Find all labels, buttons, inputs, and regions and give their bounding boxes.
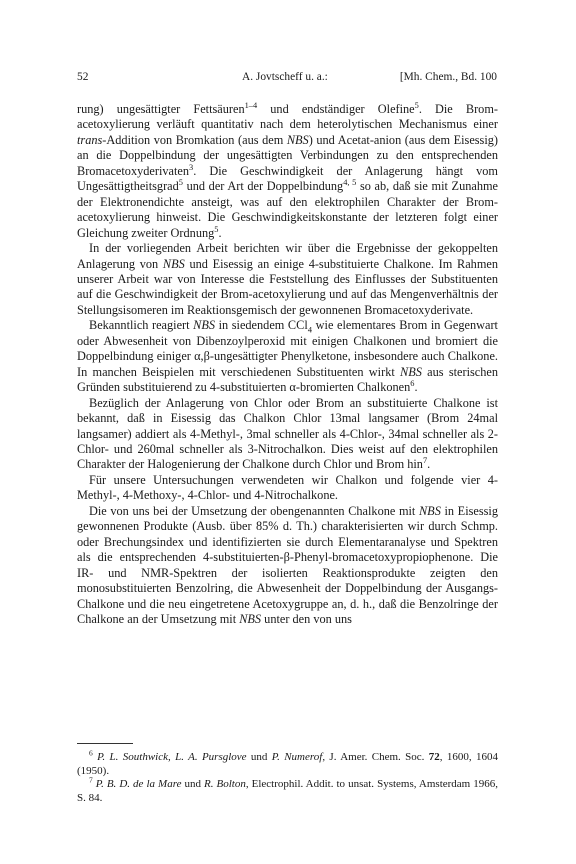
paragraph-6: Die von uns bei der Umsetzung der obengenannten Chalkone mit NBS in Eisessig gewonnenen Produkte (Ausb. über 85% d. Th.) charakterisierten wir durch Schmp. oder Brechungsindex und identifizierten sie durch Elementaranalyse und Spektren als die entsprechenden 4-substituierten-β-Phenyl-bromacetoxypropiophenone. Die IR- und NMR-Spektren der isolierten Reaktionsprodukte zeigten den monosubstituierten Benzolring, die Abwesenheit der Doppelbindung der Ausgangs-Chalkone und die neu eingetretene Acetoxygruppe an, d. h., daß die Benzolringe der Chalkone an der Umsetzung mit NBS unter den von uns <box>77 503 498 626</box>
paragraph-4: Bezüglich der Anlagerung von Chlor oder Brom an substituierte Chalkone ist bekannt, daß in Eisessig das Chalkon Chlor 13mal langsamer (Brom 24mal langsamer) addiert als 4-Methyl-, 3mal schneller als 4-Chlor-, 34mal schneller als 2-Chlor- und 260mal schneller als 3-Nitrochalkon. Dies weist auf den elektrophilen Charakter der Halogenierung der Chalkone durch Chlor und Brom hin$^7$. <box>77 395 498 472</box>
paragraph-5: Für unsere Untersuchungen verwendeten wir Chalkon und folgende vier 4-Methyl-, 4-Methoxy-, 4-Chlor- und 4-Nitrochalkone. <box>77 472 498 503</box>
body-text <box>77 102 498 627</box>
paragraph-3: Bekanntlich reagiert NBS in siedendem CCl$_4$ wie elementares Brom in Gegenwart oder Abwesenheit von Dibenzoylperoxid mit einigen Chalkonen und bromiert die Doppelbindung einiger α,β-ungesättigter Phenylketone, insbesondere auch Chalkone. In manchen Beispielen mit verschiedenen Substituenten wirkt NBS aus sterischen Gründen substituierend zu 4-substituierten α-bromierten Chalkonen$^6$. <box>77 318 498 395</box>
footnote-6: $^6$ P. L. Southwick, L. A. Pursglove und P. Numerof, J. Amer. Chem. Soc. 72, 1600, 1604 (1950). <box>77 748 499 777</box>
footnote-rule <box>77 743 133 744</box>
running-author: A. Jovtscheff u. a.: <box>242 71 328 83</box>
page-number: 52 <box>77 71 89 83</box>
footnote-7: $^7$ P. B. D. de la Mare und R. Bolton, Electrophil. Addit. to unsat. Systems, Amsterdam 1966, S. 84. <box>77 775 499 804</box>
running-header <box>77 70 497 84</box>
paragraph-1: rung) ungesättigter Fettsäuren$^{1-4}$ und endständiger Olefine$^5$. Die Brom-acetoxylierung verläuft quantitativ nach dem heterolytischen Mechanismus einer trans-Addition von Bromkation (aus dem NBS) und Acetat-anion (aus dem Eisessig) an die Doppelbindung der ungesättigten Verbindungen zu den entsprechenden Bromacetoxyderivaten$^3$. Die Geschwindigkeit der Anlagerung hängt vom Ungesättigtheitsgrad$^5$ und der Art der Doppelbindung$^{4, 5}$ so ab, daß sie mit Zunahme der Elektronendichte ansteigt, was auf den elektrophilen Charakter der Brom-acetoxylierung hinweist. Die Geschwindigkeitskonstante der letzteren folgt einer Gleichung zweiter Ordnung$^5$. <box>77 100 499 240</box>
paragraph-2: In der vorliegenden Arbeit berichten wir über die Ergebnisse der gekoppelten Anlagerung von NBS und Eisessig an einige 4-substituierte Chalkone. Im Rahmen unserer Arbeit war von Interesse die Feststellung des Einflusses der Substituenten auf die Geschwindigkeit der Brom-acetoxylierung und auf das Mengenverhältnis der Stellungsisomeren im Reaktionsgemisch der gewonnenen Bromacetoxyderivate. <box>77 241 498 317</box>
running-journal: [Mh. Chem., Bd. 100 <box>399 71 497 83</box>
footnotes <box>77 748 499 805</box>
